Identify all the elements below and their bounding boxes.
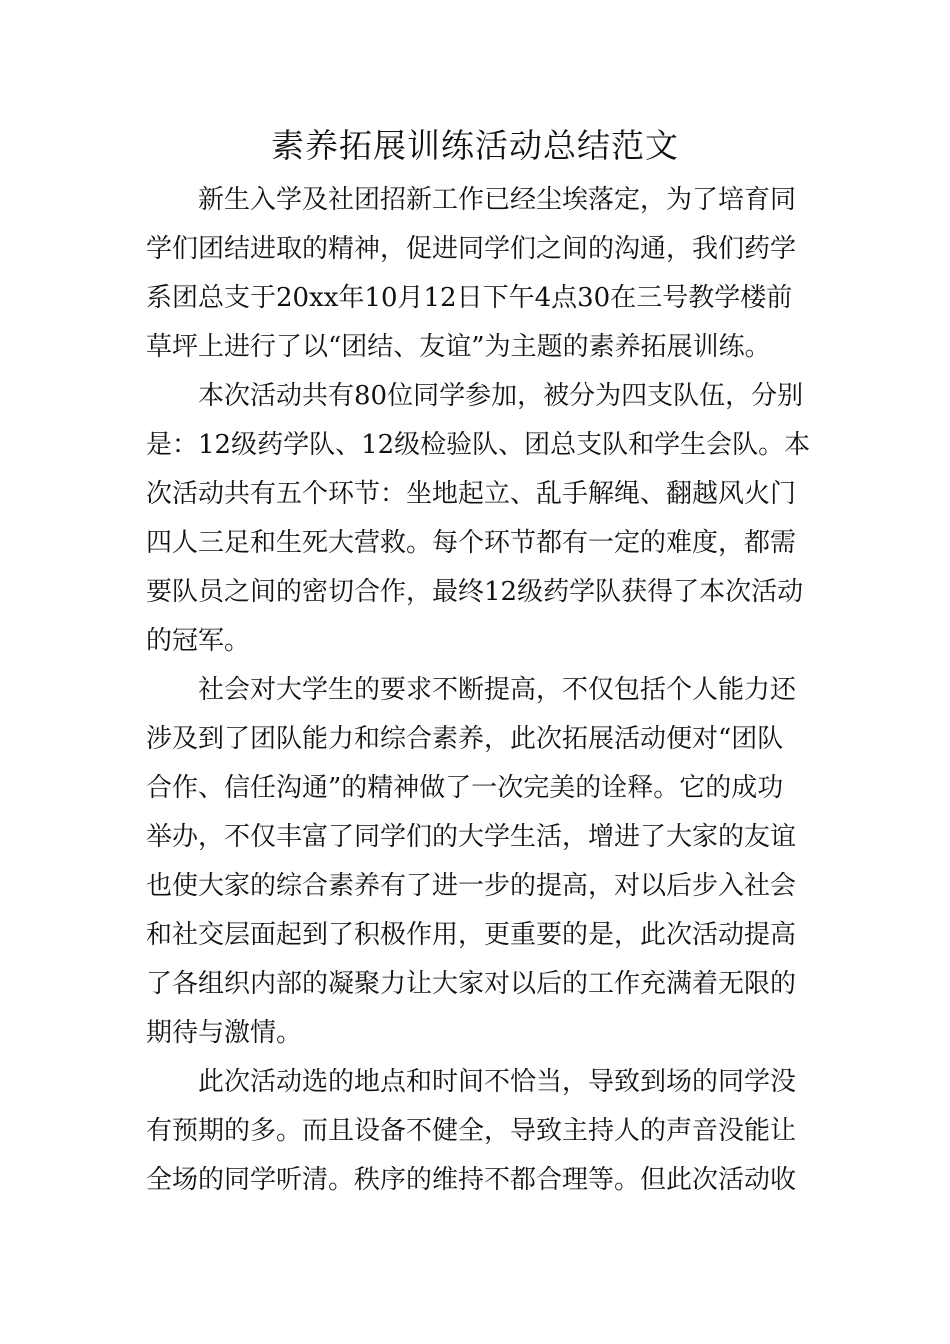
text-line: 新生入学及社团招新工作已经尘埃落定，为了培育同 bbox=[198, 185, 797, 215]
text-line: 涉及到了团队能力和综合素养，此次拓展活动便对“团队 bbox=[146, 724, 784, 754]
text-line: 期待与激情。 bbox=[146, 1018, 303, 1048]
text-line: 和社交层面起到了积极作用，更重要的是，此次活动提高 bbox=[146, 920, 797, 950]
text-line: 要队员之间的密切合作，最终12级药学队获得了本次活动 bbox=[146, 577, 804, 607]
text-line: 系团总支于20xx年10月12日下午4点30在三号教学楼前 bbox=[146, 283, 793, 313]
text-line: 社会对大学生的要求不断提高，不仅包括个人能力还 bbox=[198, 675, 797, 705]
text-line: 也使大家的综合素养有了进一步的提高，对以后步入社会 bbox=[146, 871, 797, 901]
text-line: 此次活动选的地点和时间不恰当，导致到场的同学没 bbox=[198, 1067, 797, 1097]
text-line: 的冠军。 bbox=[146, 626, 251, 656]
paragraph-2 bbox=[146, 372, 811, 666]
text-line: 全场的同学听清。秩序的维持不都合理等。但此次活动收 bbox=[146, 1165, 797, 1195]
text-line: 合作、信任沟通”的精神做了一次完美的诠释。它的成功 bbox=[146, 773, 784, 803]
text-line: 四人三足和生死大营救。每个环节都有一定的难度，都需 bbox=[146, 528, 797, 558]
text-line: 是：12级药学队、12级检验队、团总支队和学生会队。本 bbox=[146, 430, 811, 460]
document-title: 素养拓展训练活动总结范文 bbox=[271, 126, 679, 165]
text-line: 举办，不仅丰富了同学们的大学生活，增进了大家的友谊 bbox=[146, 822, 797, 852]
document-body bbox=[146, 176, 811, 1205]
paragraph-1 bbox=[146, 176, 806, 372]
paragraph-3 bbox=[146, 666, 806, 1058]
text-line: 了各组织内部的凝聚力让大家对以后的工作充满着无限的 bbox=[146, 969, 797, 999]
text-line: 草坪上进行了以“团结、友谊”为主题的素养拓展训练。 bbox=[146, 332, 771, 362]
text-line: 次活动共有五个环节：坐地起立、乱手解绳、翻越风火门 bbox=[146, 479, 797, 509]
text-line: 学们团结进取的精神，促进同学们之间的沟通，我们药学 bbox=[146, 234, 797, 264]
paragraph-4 bbox=[146, 1058, 806, 1205]
text-line: 本次活动共有80位同学参加，被分为四支队伍，分别 bbox=[198, 381, 804, 411]
text-line: 有预期的多。而且设备不健全，导致主持人的声音没能让 bbox=[146, 1116, 797, 1146]
